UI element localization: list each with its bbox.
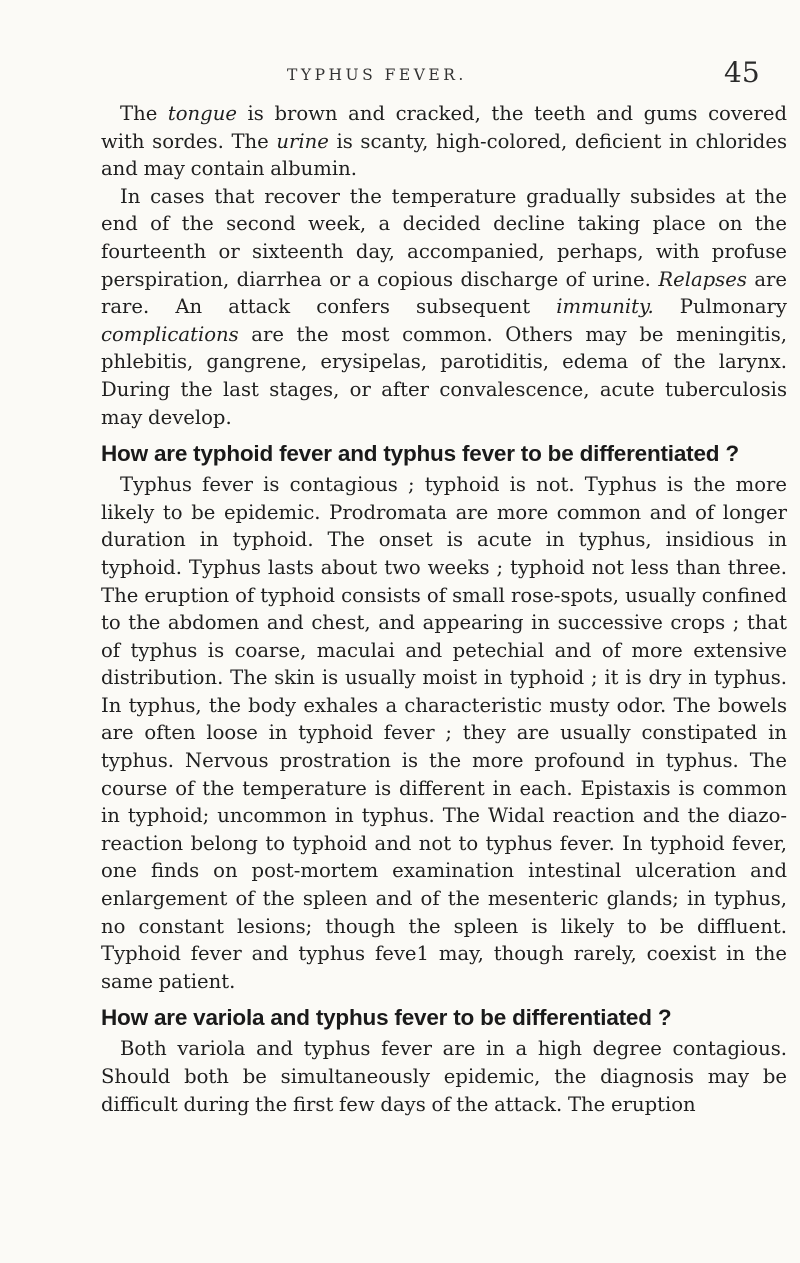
- paragraph-variola-typhus: Both variola and typhus fever are in a high degree contagious. Should both be simultaneously epidemic, the diagnosis may be difficult during the first few days of the attack. The eruption: [101, 1037, 787, 1116]
- question-heading-typhoid-vs-typhus: How are typhoid fever and typhus fever to be differentiated ?: [101, 441, 739, 467]
- page-number: 45: [724, 56, 760, 89]
- running-title: TYPHUS FEVER.: [287, 66, 467, 84]
- question-heading-variola-vs-typhus: How are variola and typhus fever to be differentiated ?: [101, 1005, 672, 1031]
- paragraph-recovery-complications: In cases that recover the temperature gradually subsides at the end of the second week, a decided decline taking place on the fourteenth or sixteenth day, accompanied, perhaps, with profuse perspiration, diarrhea or a copious discharge of urine. Relapses are rare. An attack confers subsequent immunity. Pulmonary complications are the most common. Others may be meningitis, phlebitis, gangrene, erysipelas, parotiditis, edema of the larynx. During the last stages, or after convalescence, acute tuberculosis may develop.: [101, 184, 788, 429]
- page-body: [101, 100, 787, 1118]
- paragraph-typhoid-typhus-differences: Typhus fever is contagious ; typhoid is not. Typhus is the more likely to be epidemic. Prodromata are more common and of longer duration in typhoid. The onset is acute in typhus, insidious in typhoid. Typhus lasts about two weeks ; typhoid not less than three. The eruption of typhoid consists of small rose-spots, usually confined to the abdomen and chest, and appearing in successive crops ; that of typhus is coarse, maculai and petechial and of more extensive distribution. The skin is usually moist in typhoid ; it is dry in typhus. In typhus, the body exhales a characteristic musty odor. The bowels are often loose in typhoid fever ; they are usually constipated in typhus. Nervous prostration is the more profound in typhus. The course of the temperature is different in each. Epistaxis is common in typhoid; uncommon in typhus. The Widal reaction and the diazo-reaction belong to typhoid and not to typhus fever. In typhoid fever, one finds on post-mortem examination intestinal ulceration and enlargement of the spleen and of the mesenteric glands; in typhus, no constant lesions; though the spleen is likely to be diffluent. Typhoid fever and typhus feve1 may, though rarely, coexist in the same patient.: [101, 473, 787, 993]
- page-header: [0, 50, 800, 100]
- paragraph-tongue-urine: The tongue is brown and cracked, the teeth and gums covered with sordes. The urine is scanty, high-colored, deficient in chlorides and may contain albumin.: [101, 102, 788, 181]
